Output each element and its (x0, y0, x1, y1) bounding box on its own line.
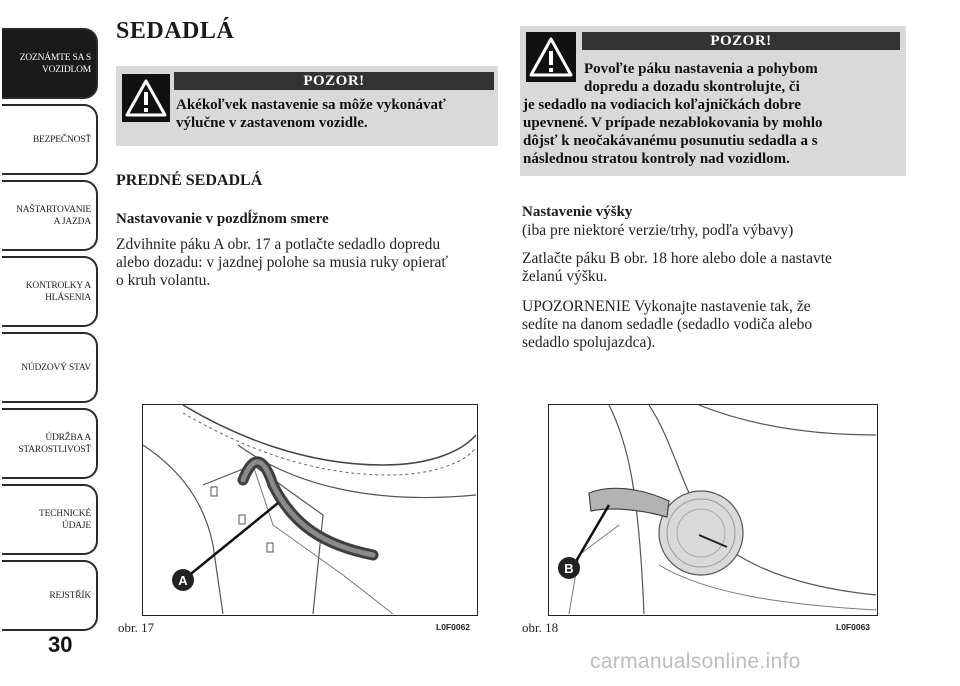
figure-code: L0F0063 (836, 622, 871, 632)
warning-box-lever (520, 26, 906, 176)
tab-technicke-udaje[interactable]: TECHNICKÉ ÚDAJE (2, 484, 98, 555)
page-number: 30 (48, 632, 73, 657)
subtitle-longitudinal: Nastavovanie v pozdĺžnom smere (116, 211, 329, 227)
warning-heading: POZOR! (582, 32, 900, 50)
seat-slide-illustration (143, 405, 476, 614)
warning-line: výlučne v zastavenom vozidle. (176, 115, 368, 131)
warning-line: Povoľte páku nastavenia a pohybom (584, 61, 818, 77)
paragraph-line: UPOZORNENIE Vykonajte nastavenie tak, že (522, 298, 811, 315)
paragraph-line: alebo dozadu: v jazdnej polohe sa musia ruky opierať (116, 254, 449, 271)
warning-line: dopredu a dozadu skontrolujte, či (584, 79, 800, 95)
warning-line: je sedadlo na vodiacich koľajničkách dobre (523, 97, 802, 113)
warning-line: Akékoľvek nastavenie sa môže vykonávať (176, 97, 446, 113)
watermark: carmanualsonline.info (590, 650, 801, 673)
tab-zoznamte-sa-s-vozidlom[interactable]: ZOZNÁMTE SA S VOZIDLOM (2, 28, 98, 99)
tab-udrzba-a-starostlivost[interactable]: ÚDRŽBA A STAROSTLIVOSŤ (2, 408, 98, 479)
figure-18-seat-lever-b (548, 404, 878, 616)
paragraph-line: Zdvihnite páku A obr. 17 a potlačte sedadlo dopredu (116, 236, 441, 253)
figure-code: L0F0062 (436, 622, 471, 632)
figure-label: obr. 18 (522, 620, 559, 635)
figure-17-seat-lever-a (142, 404, 478, 616)
figure-label: obr. 17 (118, 620, 155, 635)
seat-height-illustration (549, 405, 876, 614)
tab-nudzovy-stav[interactable]: NÚDZOVÝ STAV (2, 332, 98, 403)
subtitle-height: Nastavenie výšky (522, 204, 633, 220)
paragraph-line: sedíte na danom sedadle (sedadlo vodiča alebo (522, 316, 813, 333)
paragraph-line: sedadlo spolujazdca). (522, 334, 656, 351)
warning-line: dôjsť k neočakávanému posunutiu sedadla a s (523, 133, 818, 149)
paragraph-line: želanú výšku. (522, 268, 608, 285)
tab-rejstrik[interactable]: REJSTŘÍK (2, 560, 98, 631)
paragraph-line: Zatlačte páku B obr. 18 hore alebo dole a nastavte (522, 250, 832, 267)
warning-heading: POZOR! (174, 72, 494, 90)
warning-triangle-icon (122, 74, 170, 122)
tab-kontrolky-a-hlasenia[interactable]: KONTROLKY A HLÁSENIA (2, 256, 98, 327)
warning-line: následnou stratou kontroly nad vozidlom. (523, 151, 790, 167)
page-title: SEDADLÁ (116, 18, 235, 44)
warning-triangle-icon (526, 32, 576, 82)
paragraph-line: (iba pre niektoré verzie/trhy, podľa výbavy) (522, 222, 794, 239)
marker-b: B (564, 561, 574, 576)
tab-bezpecnost[interactable]: BEZPEČNOSŤ (2, 104, 98, 175)
marker-a: A (178, 573, 188, 588)
section-title-front-seats: PREDNÉ SEDADLÁ (116, 172, 263, 189)
tab-nastartovanie-a-jazda[interactable]: NAŠTARTOVANIE A JAZDA (2, 180, 98, 251)
warning-line: upevnené. V prípade nezablokovania by mohlo (523, 115, 823, 131)
paragraph-line: o kruh volantu. (116, 272, 211, 289)
warning-box-stationary (116, 66, 498, 146)
